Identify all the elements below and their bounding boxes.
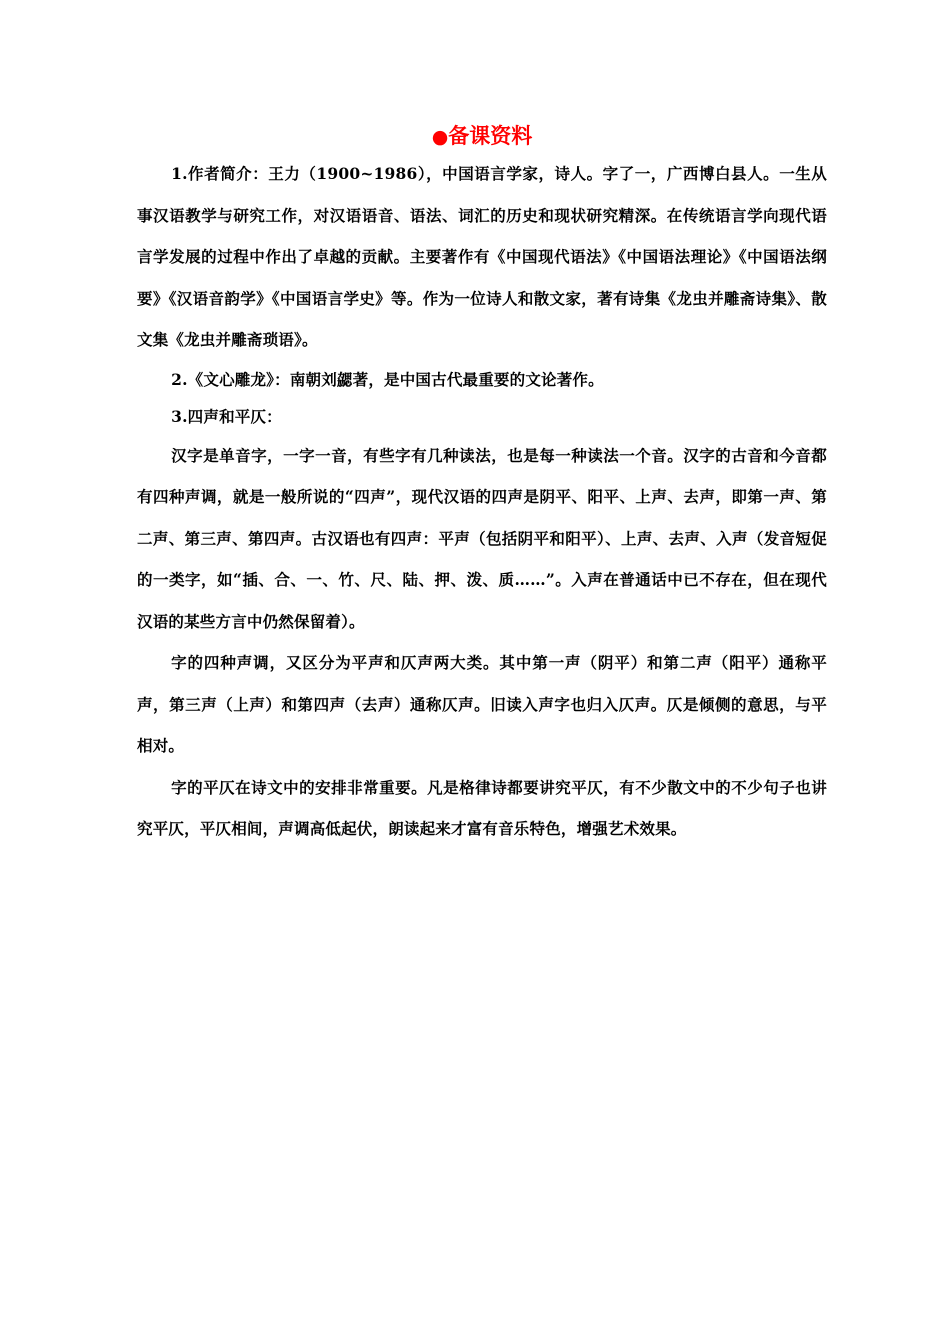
paragraph-four-tones: 汉字是单音字，一字一音，有些字有几种读法，也是每一种读法一个音。汉字的古音和今音都有四种声调，就是一般所说的“四声”，现代汉语的四声是阴平、阳平、上声、去声，即第一声、第二声、第三声、第四声。古汉语也有四声：平声（包括阴平和阳平）、上声、去声、入声（发音短促的一类字，如“插、合、一、竹、尺、陆、押、泼、质……”。入声在普通话中已不存在，但在现代汉语的某些方言中仍然保留着）。 — [137, 445, 827, 631]
paragraph-ping-ze-usage: 字的平仄在诗文中的安排非常重要。凡是格律诗都要讲究平仄，有不少散文中的不少句子也讲究平仄，平仄相间，声调高低起伏，朗读起来才富有音乐特色，增强艺术效果。 — [137, 777, 827, 838]
paragraph-ping-ze: 字的四种声调，又区分为平声和仄声两大类。其中第一声（阴平）和第二声（阳平）通称平声，第三声（上声）和第四声（去声）通称仄声。旧读入声字也归入仄声。仄是倾侧的意思，与平相对。 — [137, 653, 827, 755]
title-text: 备课资料 — [448, 123, 533, 148]
document-title — [137, 120, 827, 153]
paragraph-wenxin-diaolong: 2.《文心雕龙》：南朝刘勰著，是中国古代最重要的文论著作。 — [171, 369, 604, 389]
bullet-icon: ● — [431, 126, 449, 148]
paragraph-author-intro: 1.作者简介：王力（1900~1986），中国语言学家，诗人。字了一，广西博白县人。一生从事汉语教学与研究工作，对汉语语音、语法、词汇的历史和现状研究精深。在传统语言学向现代语言学发展的过程中作出了卓越的贡献。主要著作有《中国现代语法》《中国语法理论》《中国语法纲要》《汉语音韵学》《中国语言学史》等。作为一位诗人和散文家，著有诗集《龙虫并雕斋诗集》、散文集《龙虫并雕斋琐语》。 — [137, 164, 827, 349]
document-page — [137, 120, 827, 850]
paragraph-section-heading: 3.四声和平仄： — [171, 406, 282, 426]
